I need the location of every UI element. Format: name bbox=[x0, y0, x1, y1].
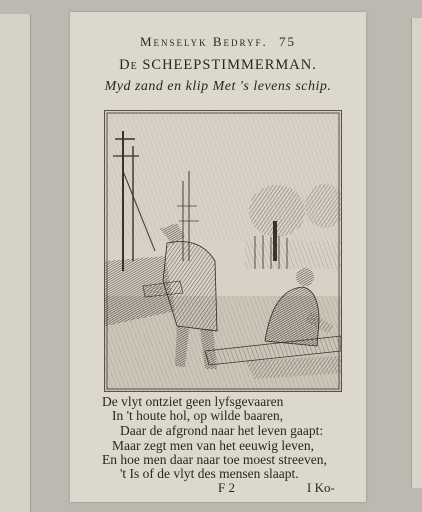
verse-line-2: In 't houte hol, op wilde baaren, bbox=[112, 408, 284, 423]
verse-line-3: Daar de afgrond naar het leven gaapt: bbox=[120, 423, 324, 438]
shipwright-engraving bbox=[105, 111, 341, 391]
verse-line-6: 't Is of de vlyt des mensen slaapt. bbox=[120, 466, 299, 481]
verse-line-5: En hoe men daar naar toe moest streeven, bbox=[102, 452, 327, 467]
page-number: 75 bbox=[279, 34, 297, 49]
adjacent-page-left bbox=[0, 14, 31, 512]
page-title: De SCHEEPSTIMMERMAN. bbox=[119, 57, 317, 73]
running-title: Menselyk Bedryf. bbox=[139, 34, 268, 49]
engraving-plate bbox=[104, 110, 342, 392]
verse-line-1: De vlyt ontziet geen lyfsgevaaren bbox=[102, 394, 284, 409]
verse-line-4: Maar zegt men van het eeuwig leven, bbox=[112, 438, 315, 453]
running-header bbox=[70, 34, 366, 50]
catchword: I Ko- bbox=[307, 480, 335, 495]
book-page bbox=[70, 12, 366, 502]
signature-mark: F 2 bbox=[218, 480, 235, 495]
motto: Myd zand en klip Met 's levens schip. bbox=[104, 79, 332, 94]
adjacent-page-right bbox=[411, 18, 422, 488]
